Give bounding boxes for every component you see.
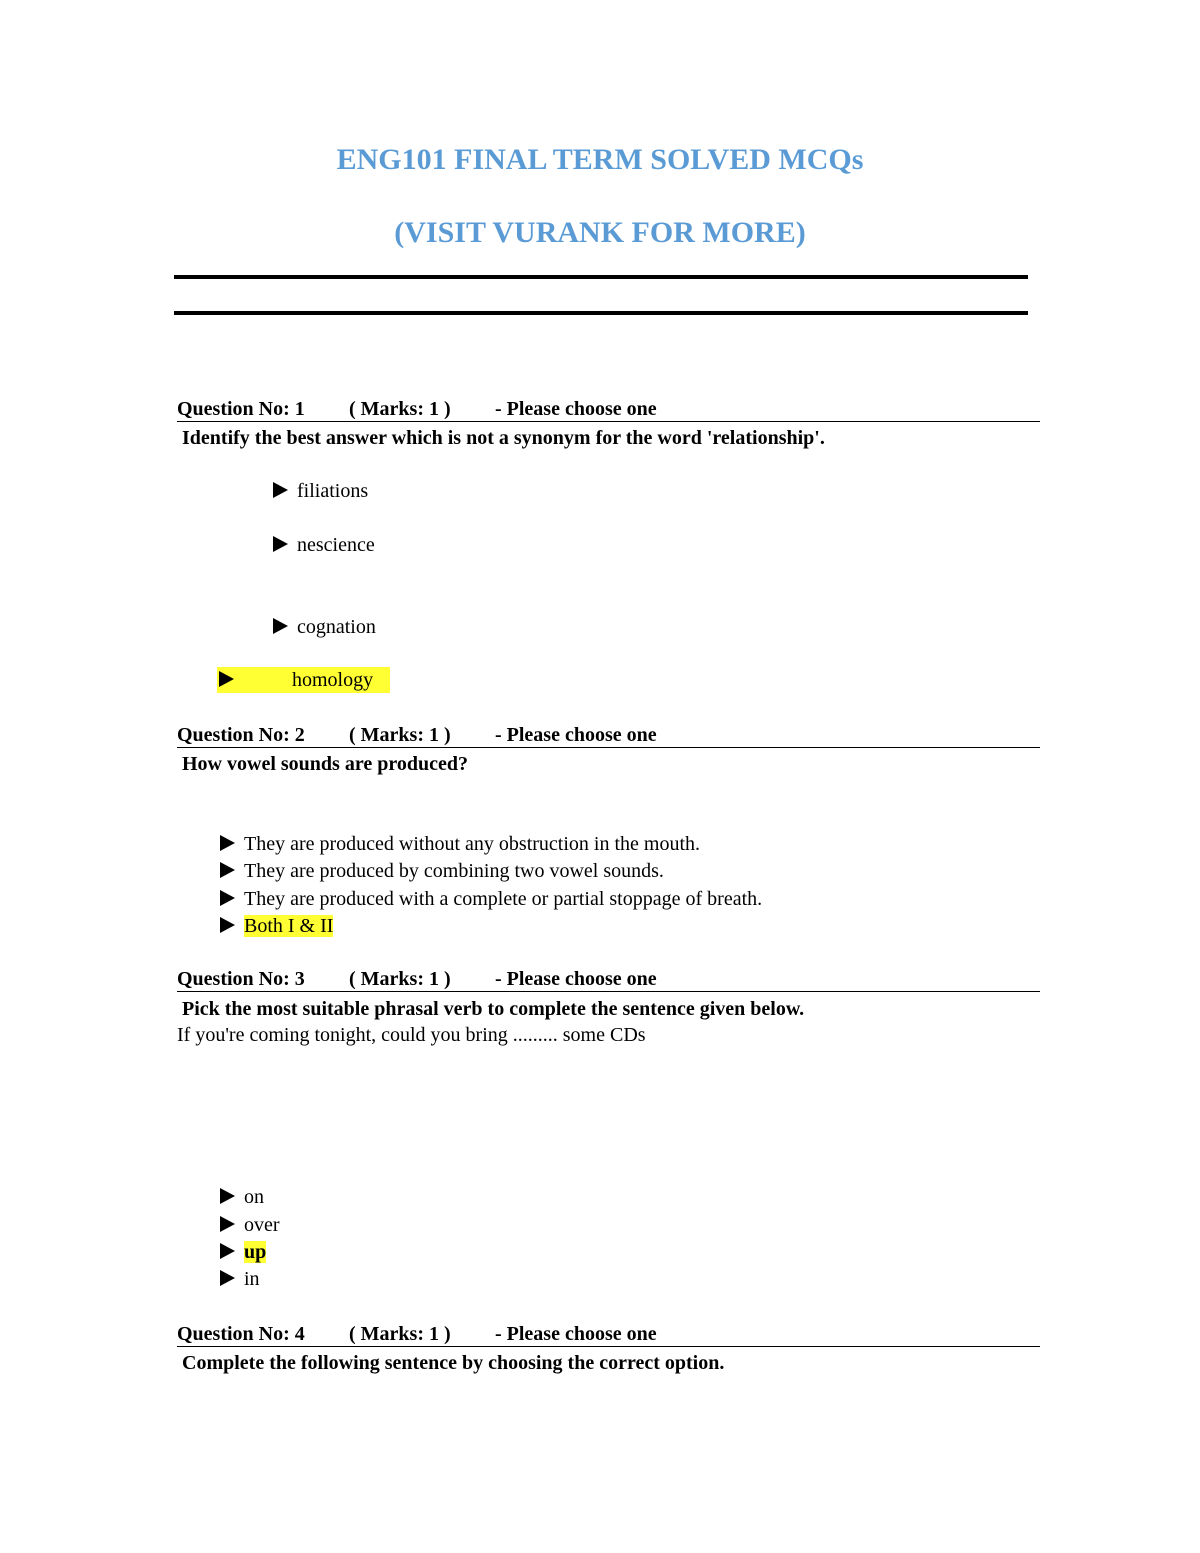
question-2-option-4-answer [220, 914, 333, 938]
arrow-right-icon [220, 1188, 235, 1204]
question-number: Question No: 3 [177, 968, 305, 990]
question-marks: ( Marks: 1 ) [349, 724, 451, 746]
question-marks: ( Marks: 1 ) [349, 1323, 451, 1345]
question-1-option-1 [273, 479, 368, 503]
question-1-option-3 [273, 615, 376, 639]
question-3-option-4 [220, 1267, 260, 1291]
arrow-right-icon [220, 1216, 235, 1232]
question-2-option-2 [220, 859, 664, 883]
question-number: Question No: 1 [177, 398, 305, 420]
question-1-option-2 [273, 533, 375, 557]
arrow-right-icon [220, 890, 235, 906]
option-label: They are produced by combining two vowel sounds. [244, 860, 664, 882]
question-2-header [177, 723, 1040, 748]
option-label: in [244, 1268, 260, 1290]
question-4-header [177, 1322, 1040, 1347]
arrow-right-icon [220, 862, 235, 878]
question-3-option-1 [220, 1185, 264, 1209]
question-3-option-2 [220, 1213, 280, 1237]
question-1-header [177, 397, 1040, 422]
arrow-right-icon [219, 671, 234, 687]
question-instruction: - Please choose one [495, 968, 657, 990]
arrow-right-icon [273, 536, 288, 552]
document-subtitle: (VISIT VURANK FOR MORE) [394, 216, 806, 249]
question-marks: ( Marks: 1 ) [349, 398, 451, 420]
option-label: homology [292, 669, 374, 691]
question-number: Question No: 4 [177, 1323, 305, 1345]
arrow-right-icon [220, 917, 235, 933]
arrow-right-icon [273, 618, 288, 634]
option-label: up [244, 1241, 267, 1263]
question-marks: ( Marks: 1 ) [349, 968, 451, 990]
question-1-option-4-answer [217, 667, 390, 693]
question-3-text: Pick the most suitable phrasal verb to complete the sentence given below. [182, 998, 805, 1020]
question-4-text: Complete the following sentence by choosing the correct option. [182, 1352, 725, 1374]
question-2-option-3 [220, 887, 762, 911]
question-3-header [177, 967, 1040, 992]
question-2-text: How vowel sounds are produced? [182, 753, 468, 775]
question-2-option-1 [220, 832, 700, 856]
option-label: Both I & II [244, 915, 334, 937]
option-label: They are produced with a complete or partial stoppage of breath. [244, 888, 763, 910]
question-3-sentence: If you're coming tonight, could you bring ......... some CDs [177, 1024, 646, 1046]
arrow-right-icon [220, 1270, 235, 1286]
arrow-right-icon [220, 1243, 235, 1259]
question-number: Question No: 2 [177, 724, 305, 746]
divider-line [174, 311, 1028, 315]
question-instruction: - Please choose one [495, 398, 657, 420]
question-3-option-3-answer [220, 1240, 266, 1264]
question-1-text: Identify the best answer which is not a synonym for the word 'relationship'. [182, 427, 825, 449]
option-label: cognation [297, 616, 376, 638]
option-label: on [244, 1186, 264, 1208]
option-label: They are produced without any obstruction in the mouth. [244, 833, 701, 855]
divider-line [174, 275, 1028, 279]
option-label: nescience [297, 534, 375, 556]
option-label: over [244, 1214, 280, 1236]
document-title: ENG101 FINAL TERM SOLVED MCQs [336, 143, 864, 176]
arrow-right-icon [273, 482, 288, 498]
arrow-right-icon [220, 835, 235, 851]
question-instruction: - Please choose one [495, 1323, 657, 1345]
option-label: filiations [297, 480, 369, 502]
question-instruction: - Please choose one [495, 724, 657, 746]
